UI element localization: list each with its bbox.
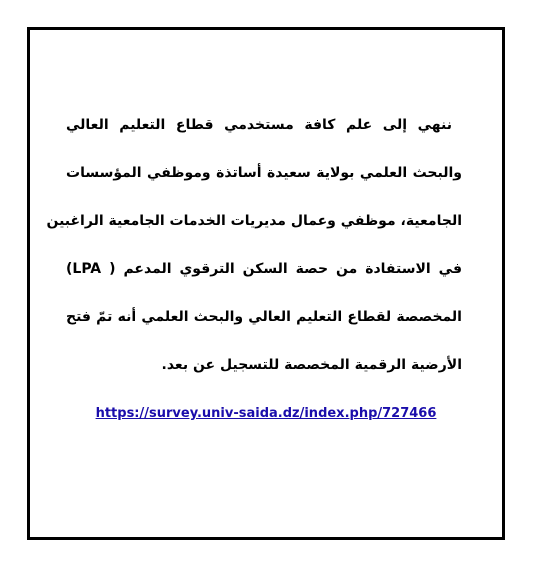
notice-content [30, 30, 502, 537]
notice-line-3: الجامعية، موظفي وعمال مديريات الخدمات الجامعية الراغبين [46, 213, 462, 229]
notice-line-6: الأرضية الرقمية المخصصة للتسجيل عن بعد. [161, 357, 462, 373]
notice-line-4: في الاستفادة من حصة السكن الترقوي المدعم ( LPA) [66, 261, 462, 277]
notice-line-1: ننهي إلى علم كافة مستخدمي قطاع التعليم العالي [66, 117, 452, 133]
notice-line-5: المخصصة لقطاع التعليم العالي والبحث العلمي أنه تمّ فتح [66, 309, 462, 325]
notice-line-2: والبحث العلمي بولاية سعيدة أساتذة وموظفي المؤسسات [66, 165, 462, 181]
notice-frame [27, 27, 505, 540]
survey-link[interactable]: https://survey.univ-saida.dz/index.php/727466 [95, 406, 437, 421]
